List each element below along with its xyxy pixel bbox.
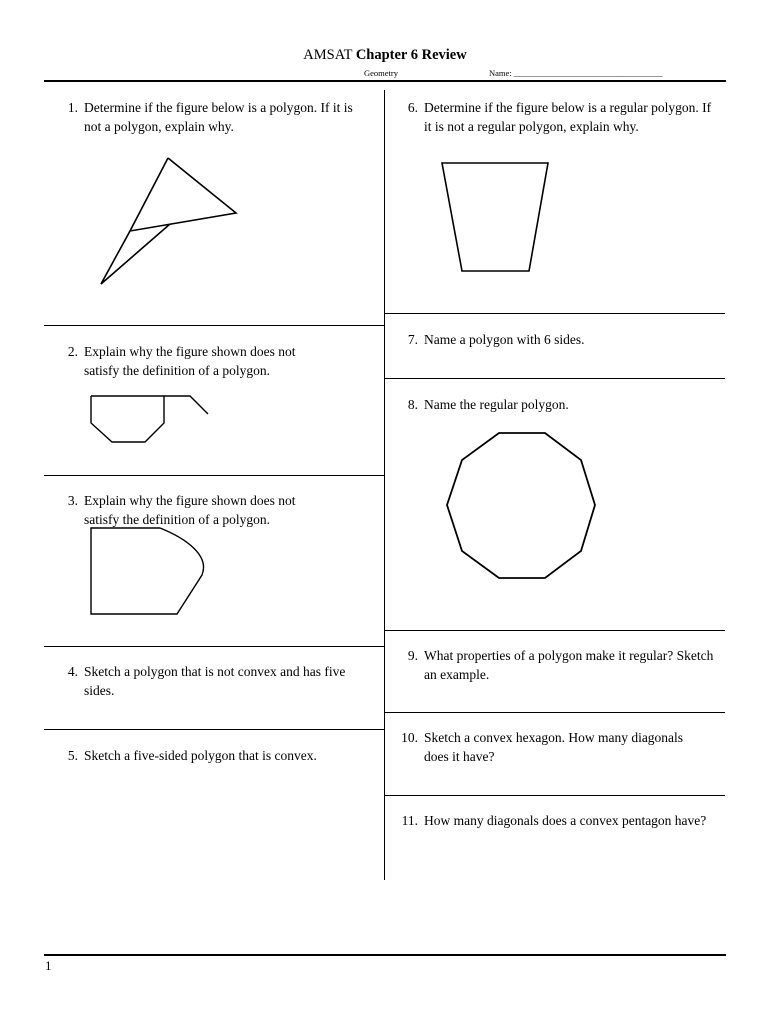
figure-2-open-shape <box>91 396 208 442</box>
question-number: 5. <box>67 748 78 763</box>
question-number: 6. <box>407 100 418 115</box>
question-number: 9. <box>407 648 418 663</box>
question-text: Sketch a five-sided polygon that is convex. <box>84 748 317 763</box>
name-field[interactable]: Name: ___________________________________ <box>489 68 663 78</box>
footer-rule <box>44 954 726 956</box>
question-text: What properties of a polygon make it regular? Sketch an example. <box>424 648 714 682</box>
question-number: 1. <box>67 100 78 115</box>
question-text: Name the regular polygon. <box>424 397 569 412</box>
question-text: Sketch a polygon that is not convex and has five sides. <box>84 664 346 698</box>
question-number: 7. <box>407 332 418 347</box>
question-number: 10. <box>401 730 418 745</box>
figure-3-curved-side <box>91 528 204 614</box>
figure-6-trapezoid <box>442 163 548 271</box>
title-prefix: AMSAT <box>303 47 353 63</box>
question-text: Determine if the figure below is a regular polygon. If it is not a regular polygon, explain why. <box>424 100 712 134</box>
question-text: Determine if the figure below is a polygon. If it is not a polygon, explain why. <box>84 100 353 134</box>
question-number: 2. <box>67 344 78 359</box>
question-number: 4. <box>67 664 78 679</box>
question-number: 3. <box>67 493 78 508</box>
question-text: Explain why the figure shown does not satisfy the definition of a polygon. <box>84 493 296 527</box>
question-text: Explain why the figure shown does not satisfy the definition of a polygon. <box>84 344 296 378</box>
figure-1-not-polygon <box>101 158 236 284</box>
question-number: 8. <box>407 397 418 412</box>
question-text: Sketch a convex hexagon. How many diagonals does it have? <box>424 730 684 764</box>
title-main: Chapter 6 Review <box>355 47 467 63</box>
question-number: 11. <box>401 813 418 828</box>
question-text: Name a polygon with 6 sides. <box>424 332 585 347</box>
question-text: How many diagonals does a convex pentagon have? <box>424 813 707 828</box>
subject-label: Geometry <box>364 68 398 78</box>
figure-8-decagon <box>447 433 595 578</box>
page-number: 1 <box>45 958 52 973</box>
